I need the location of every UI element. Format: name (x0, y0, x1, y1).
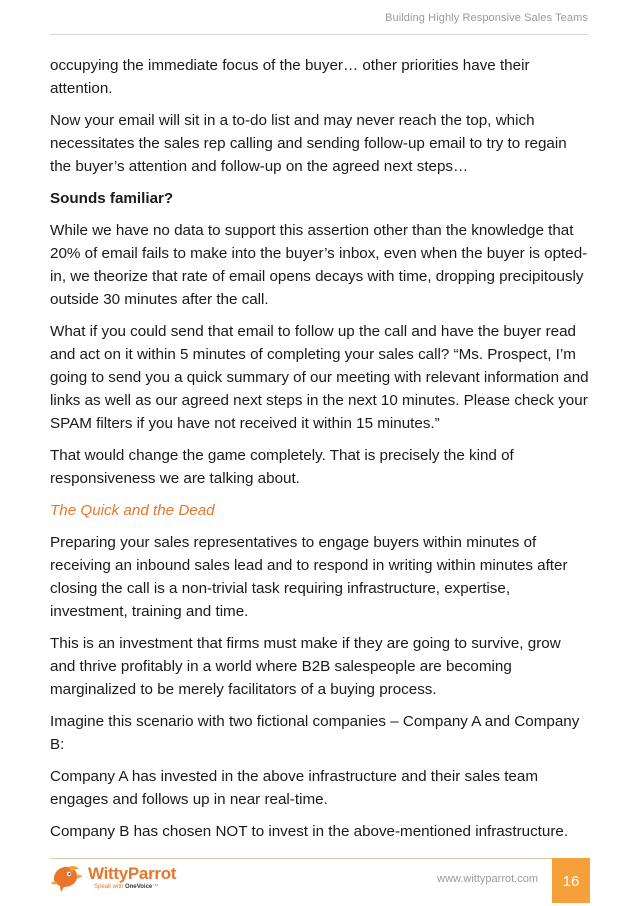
bold-callout: Sounds familiar? (50, 190, 174, 207)
page-number: 16 (552, 858, 590, 903)
paragraph-4: While we have no data to support this assertion other than the knowledge that 20% of email fails to make into the buyer’s inbox, even when the buyer is opted-in, we theorize that rate of email opens decays with time, dropping precipitously outside 30 minutes after the call. (50, 222, 588, 308)
section-heading: The Quick and the Dead (50, 502, 215, 519)
paragraph-10: Company A has invested in the above infrastructure and their sales team engages and follows up in near real-time. (50, 768, 538, 808)
parrot-icon (50, 863, 86, 893)
website-url: www.wittyparrot.com (437, 873, 538, 885)
footer-divider (50, 858, 588, 859)
header-divider (50, 34, 588, 35)
paragraph-8: This is an investment that firms must make if they are going to survive, grow and thrive profitably in a world where B2B salespeople are becoming marginalized to be merely facilitators of a buying process. (50, 635, 561, 698)
paragraph-2: Now your email will sit in a to-do list and may never reach the top, which necessitates the sales rep calling and sending follow-up email to try to regain the buyer’s attention and follow-up on the agreed next steps… (50, 112, 567, 175)
paragraph-6: That would change the game completely. That is precisely the kind of responsiveness we are talking about. (50, 447, 514, 487)
running-header: Building Highly Responsive Sales Teams (385, 12, 588, 24)
wittyparrot-logo (50, 862, 190, 896)
paragraph-7: Preparing your sales representatives to engage buyers within minutes of receiving an inbound sales lead and to respond in writing within minutes after closing the call is a non-trivial task requiring infrastructure, expertise, investment, training and time. (50, 534, 568, 620)
logo-wordmark: WittyParrot (88, 864, 177, 883)
paragraph-1: occupying the immediate focus of the buyer… other priorities have their attention. (50, 57, 530, 97)
paragraph-5: What if you could send that email to follow up the call and have the buyer read and act on it within 5 minutes of completing your sales call? “Ms. Prospect, I’m going to send you a quick summary of our meeting with relevant information and links as well as our agreed next steps in the next 10 minutes. Please check your SPAM filters if you have not received it within 15 minutes.” (50, 323, 589, 432)
page-body (50, 54, 590, 852)
paragraph-11: Company B has chosen NOT to invest in the above-mentioned infrastructure. (50, 823, 569, 840)
logo-tagline: Speak with OneVoice™ (94, 884, 159, 890)
paragraph-9: Imagine this scenario with two fictional companies – Company A and Company B: (50, 713, 580, 753)
